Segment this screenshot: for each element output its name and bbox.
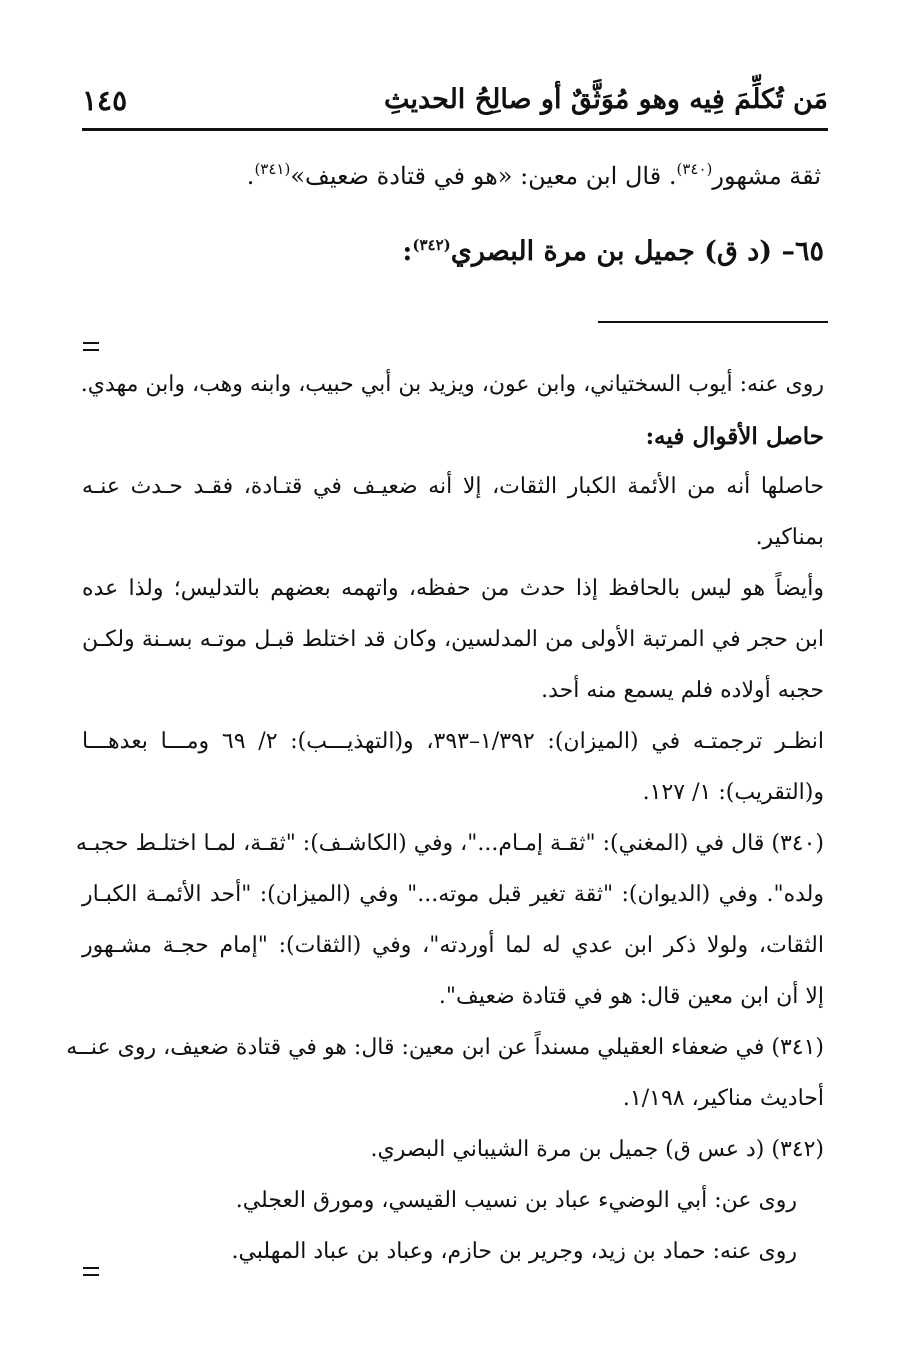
continuation-mark xyxy=(83,1267,99,1276)
footnote-separator xyxy=(598,321,828,323)
footnote-line: روى عنه: أيوب السختياني، وابن عون، ويزيد بن أبي حبيب، وابنه وهب، وابن مهدي. xyxy=(80,372,824,397)
entry-heading-text: ٦٥– (د ق) جميل بن مرة البصري xyxy=(450,236,824,267)
header-rule xyxy=(82,128,828,131)
footnote-ref-342: (٣٤٢) xyxy=(412,236,451,254)
footnote-line: ولده". وفي (الديوان): "ثقة تغير قبل موته..." وفي (الميزان): "أحد الأئمـة الكبـار xyxy=(82,882,824,907)
footnote-ref-341: (٣٤١) xyxy=(254,160,291,178)
main-text-line xyxy=(247,162,821,190)
page-number: ١٤٥ xyxy=(82,84,128,117)
footnote-ref-340: (٣٤٠) xyxy=(676,160,713,178)
footnote-line: بمناكير. xyxy=(755,525,824,550)
footnote-line: ابن حجر في المرتبة الأولى من المدلسين، وكان قد اختلط قبـل موتـه بسـنة ولكـن xyxy=(82,627,824,652)
entry-heading xyxy=(402,236,824,267)
continuation-mark xyxy=(83,342,99,351)
footnote-line: إلا أن ابن معين قال: هو في قتادة ضعيف". xyxy=(438,984,824,1009)
footnote-line: (٣٤٢) (د عس ق) جميل بن مرة الشيباني البصري. xyxy=(370,1137,824,1162)
main-text-end: . xyxy=(246,162,255,190)
footnote-line: انظـر ترجمتـه في (الميزان): ١/٣٩٢–٣٩٣، و(التهذيـــب): ٢/ ٦٩ ومـــا بعدهـــا xyxy=(82,729,825,754)
footnote-line: حاصلها أنه من الأئمة الكبار الثقات، إلا أنه ضعيـف في قتـادة، فقـد حـدث عنـه xyxy=(82,474,824,499)
footnote-subheading: حاصل الأقوال فيه: xyxy=(645,423,824,450)
footnote-line: الثقات، ولولا ذكر ابن عدي له لما أوردته"، وفي (الثقات): "إمام حجـة مشـهور xyxy=(82,933,824,958)
main-text: ثقة مشهور xyxy=(712,162,821,190)
footnote-line: (٣٤٠) قال في (المغني): "ثقـة إمـام..."، وفي (الكاشـف): "ثقـة، لمـا اختلـط حجبـه xyxy=(75,831,824,856)
footnote-line: (٣٤١) في ضعفاء العقيلي مسنداً عن ابن معين: قال: هو في قتادة ضعيف، روى عنــه xyxy=(66,1035,824,1060)
running-title: مَن تُكلِّمَ فِيه وهو مُوَثَّقٌ أو صالِحُ الحديثِ xyxy=(383,84,828,115)
footnote-line: روى عن: أبي الوضيء عباد بن نسيب القيسي، ومورق العجلي. xyxy=(235,1188,797,1213)
entry-heading-end: : xyxy=(402,236,413,267)
footnote-line: و(التقريب): ١/ ١٢٧. xyxy=(642,780,824,805)
main-text-2: . قال ابن معين: «هو في قتادة ضعيف» xyxy=(290,162,677,190)
footnote-line: حجبه أولاده فلم يسمع منه أحد. xyxy=(541,678,824,703)
footnote-line: أحاديث مناكير، ١/١٩٨. xyxy=(622,1086,824,1111)
footnote-line: روى عنه: حماد بن زيد، وجرير بن حازم، وعباد بن عباد المهلبي. xyxy=(231,1239,797,1264)
footnote-line: وأيضاً هو ليس بالحافظ إذا حدث من حفظه، واتهمه بعضهم بالتدليس؛ ولذا عده xyxy=(82,576,824,601)
